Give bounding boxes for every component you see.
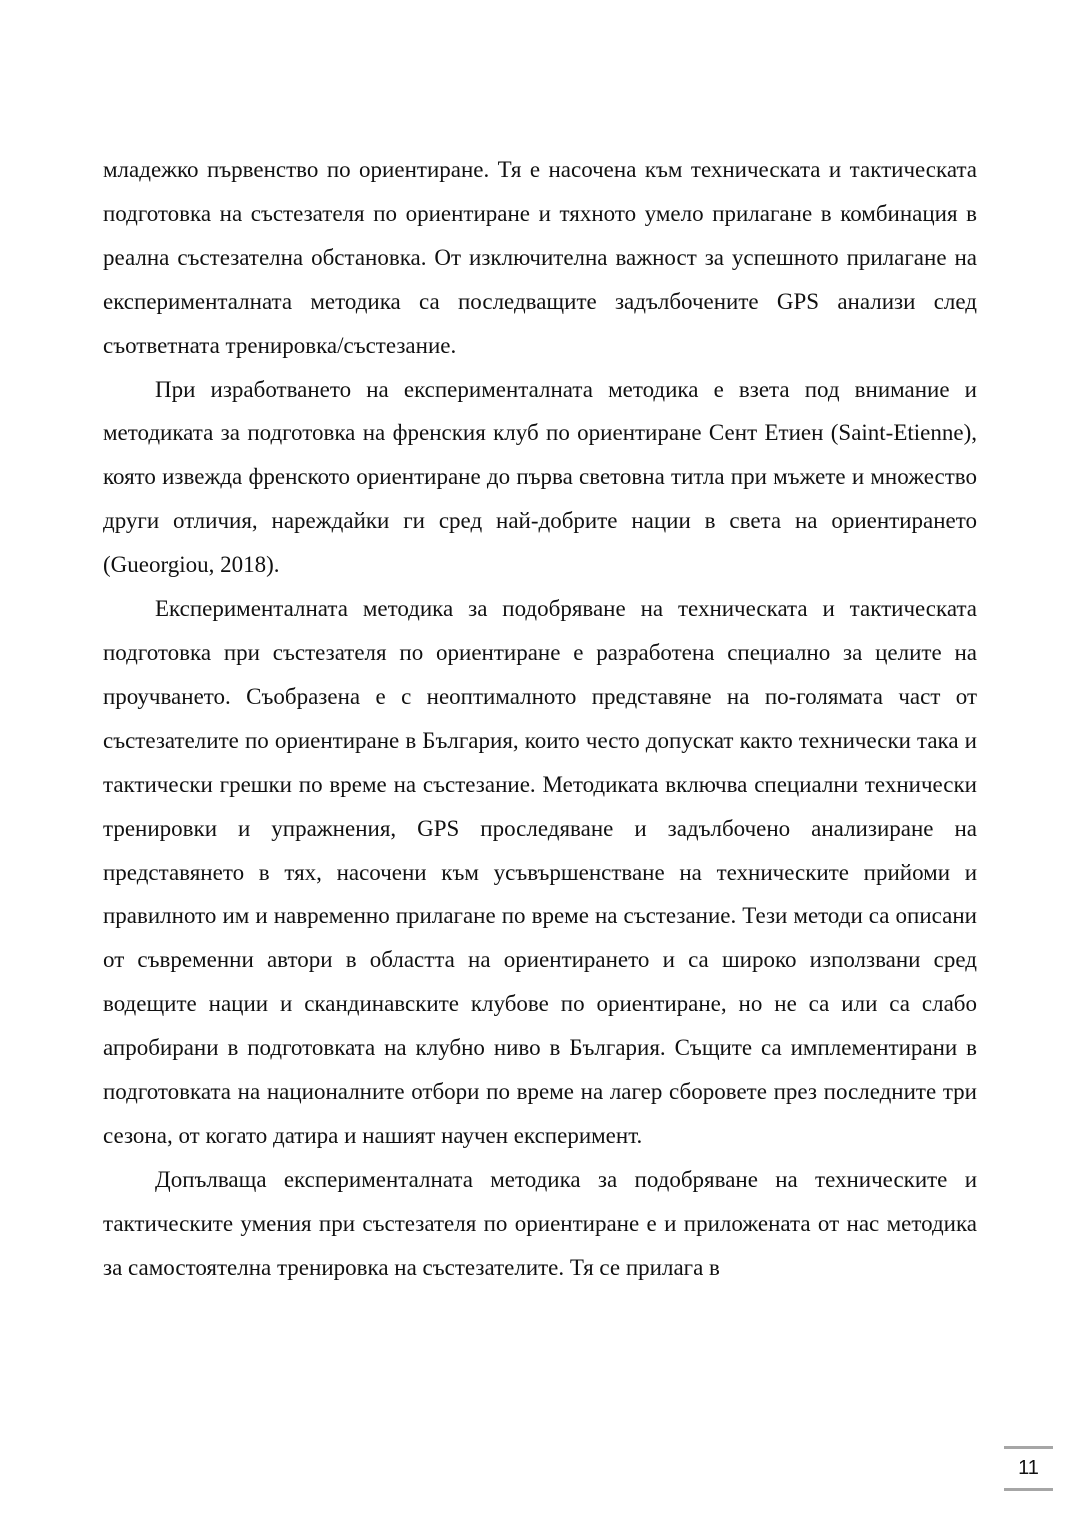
paragraph-experimental-methodology: Експерименталната методика за подобряване на техническата и тактическата подготовка при състезателя по ориентиране е разработена специално за целите на проучването. Съобразена е с неоптималното представяне на по-голямата част от състезателите по ориентиране в България, които често допускат както технически така и тактически грешки по време на състезание. Методиката включва специални технически тренировки и упражнения, GPS проследяване и задълбочено анализиране на представянето в тях, насочени към усъвършенстване на техническите прийоми и правилното им и навременно прилагане по време на състезание. Тези методи са описани от съвременни автори в областта на ориентирането и са широко използвани сред водещите нации и скандинавските клубове по ориентиране, но не са или са слабо апробирани в подготовката на клубно ниво в България. Същите са имплементирани в подготовката на националните отбори по време на лагер сборовете през последните три сезона, от когато датира и нашият научен експеримент. bbox=[103, 596, 977, 1148]
body-text bbox=[103, 148, 977, 1290]
page-number bbox=[1004, 1446, 1053, 1491]
paragraph-continuation: младежко първенство по ориентиране. Тя е насочена към техническата и тактическата подготовка на състезателя по ориентиране и тяхното умело прилагане в комбинация в реална състезателна обстановка. От изключителна важност за успешното прилагане на експерименталната методика са последващите задълбочените GPS анализи след съответната тренировка/състезание. bbox=[103, 157, 977, 358]
paragraph-self-training: Допълваща експерименталната методика за подобряване на техническите и тактическите умения при състезателя по ориентиране е и приложената от нас методика за самостоятелна тренировка на състезателите. Тя се прилага в bbox=[103, 1166, 977, 1280]
paragraph-methodology-basis: При изработването на експерименталната методика е взета под внимание и методиката за подготовка на френския клуб по ориентиране Сент Етиен (Saint-Etienne), която извежда френското ориентиране до първа световна титла при мъжете и множество други отличия, нареждайки ги сред най-добрите нации в света на ориентирането (Gueorgiou, 2018). bbox=[103, 376, 977, 578]
page-number-label: 11 bbox=[1018, 1457, 1039, 1479]
